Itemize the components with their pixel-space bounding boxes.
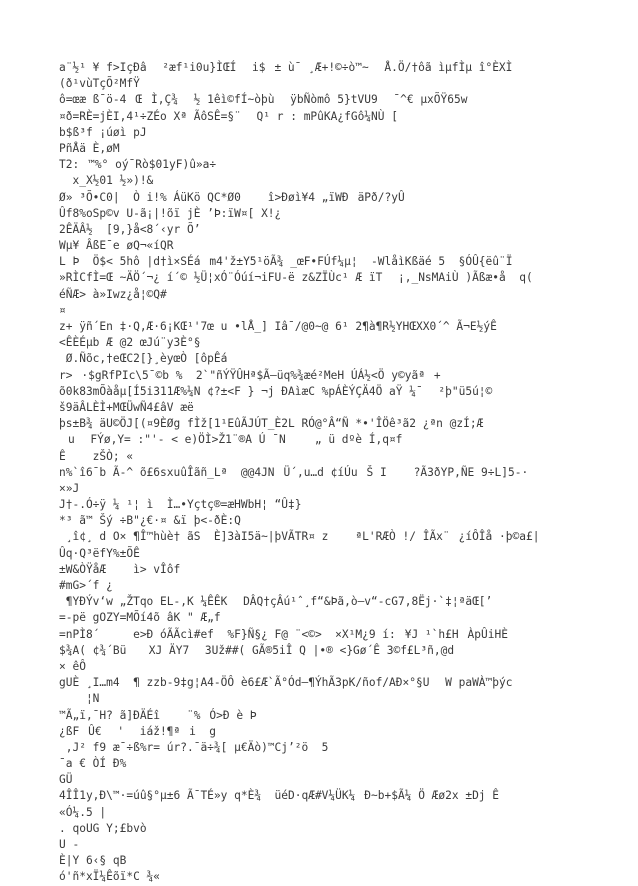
text-line: ¦N (59, 692, 100, 706)
text-line: õ0k83mÕàåµ[Í5i311Æ%¼N ¢?±<F } ¬j ÐAìæC %pÁÈÝÇÄ4Ö aŸ ¼¯ ²þ"ü5ú¦© (59, 384, 493, 398)
text-line: «Ó¼.5 | (59, 805, 107, 819)
text-line: z+ ÿñ´En ‡·Q,Æ·6¡KŒ¹'7œ u •lÅ_] Iâ¯/@0~@ 6¹ 2¶à¶R½YHŒXX0´^ Ã¬E½ýÊ (59, 320, 497, 333)
text-line: þs±B¾ äU©ÖJ[(¤9ÈØg fÌž[1¹EûÃJÚT_È2L RÓ@°Â“Ñ *•'ÎÖê³ã2 ¿ªn @zÍ;Æ (59, 417, 484, 431)
text-line: ±W&ÒŸåÆ ì> vÎôf (59, 562, 181, 576)
text-line: (ð¹vùTçÕ²MfŸ (59, 77, 140, 91)
text-line: a¨½¹ ¥ f>IçÐâ ²æf¹i0u}ÌŒÍ i$± ù¯ ¸Æ+!©÷ò™~ Å.Ö/†ôã ìµfÌµ î°ÈXÌ (59, 61, 513, 74)
text-line: ¯a € ÒÍ Ð% (59, 757, 127, 771)
text-line: ¤ (59, 303, 66, 317)
text-line: . qoUG Y;£bvò (59, 821, 147, 835)
text-line: ¿ßFÛ€ ' iáž!¶ªi g (59, 724, 217, 738)
text-line: n%`î6¯b Ã-^ õ£6sxuûÎãñ_Lª @@4JNÜ´,u…d ¢íÚuŠ I ?Ã3ðYP,ÑE 9÷L]5-· (59, 465, 529, 479)
text-line: ™Ã„ï,¯H? ã]ÐÄÉî ¨%Ó>Ð è Þ (59, 708, 257, 722)
text-line: b$ß³f ¡úøì pJ (59, 125, 147, 139)
text-line: gUÈ ¸I…m4 ¶ zzb-9‡g¦A4-ÖÔ è6£Æ`Ã°Ód—¶ÝhÃ3pK/ñof/AÐ×°§U W paWÀ™þýc (59, 676, 513, 690)
text-line: u FÝø,Y= :"'- < e)ÖÌ>Ž1¨®A Ú ¯N  „ ü dºè Í,q¤f (59, 433, 403, 447)
text-line: J†-.Ó÷ÿ ¼ ¹¦ ì Ì…•Yçtç®=æHWbH¦ “Û‡} (59, 498, 302, 512)
text-line: š9äÂLÈÌ+MŒÜwÑ4£âV æë (59, 400, 194, 414)
text-line: =nPÌ8´ e>Ð óÃÃcì#ef %F}Ñ§¿ F@ ¨<©> ×X¹M¿9 í:¥J ¹`h£HÀpÛiHÈ (59, 627, 508, 641)
text-line: éÑÆ> à»Iwz¿å¦©Q# (59, 287, 167, 301)
text-line: ¸î¢¸ d O× ¶Î™hùè† ãS È]3àI5ä~|þVÃTR¤ z ªL'RÆÒ !/ ÎÃx¨¿íÔÎå ·þ©a£| (59, 530, 540, 544)
text-line: 4ÎÎ1y,Ð\™·=úû§°µ±6 Ã¯TÉ»y q*È¾ üéD·qÆ#V¼ÜK¼Ð~b+$Ã¼ Ö Æø2x ±Dj Ê (59, 789, 508, 803)
text-line: ¤ð=RÈ=jÈI,4¹÷ZÉo Xª ÃôSÊ=§¨ Q¹ r : mPûKA¿fGô¼NÙ [ (59, 109, 398, 123)
text-line: *³ ã™ Šý ÷B"¿€·¤ &ï þ<-ðÈ:Q (59, 514, 241, 528)
document-body (59, 60, 629, 886)
text-line: <ÊÈÉµb Æ @2 œJú¨y3È°§ (59, 336, 201, 350)
text-line: Ûf8%oSp©v U-ã¡|!õï jÈ ’Þ:ïW¤[ X!¿ (59, 206, 282, 220)
text-line: r>·$gRfPIc\5¯©b % 2`"ñÝŸÛHª$Ã—üq%¾æé²MeH ÚÁ½<Ö y©yãª+ (59, 368, 441, 382)
text-line: =-pë gOZY=MÕí4õ âK " Æ„f (59, 611, 221, 625)
text-line: ×»J (59, 481, 80, 495)
text-line: ô=œæ ß¯ö-4ŒÌ,Ç¾ ½ 1êì©fÍ~òþù ÿbÑòmô 5}tVU9 ¯^€ µxÕŸ65w (59, 93, 468, 107)
text-line: È|Y 6‹§ qB (59, 854, 127, 868)
text-line: ó'ñ*xÏ¼Êõï*C ¾« (59, 870, 161, 884)
text-line: #mG>´f ¿ (59, 579, 113, 592)
text-line: PñÅä È,øM (59, 141, 120, 155)
text-line: U - (59, 838, 80, 851)
text-line: T2:™%° oý¯Rò$01yF)û»a÷ (59, 158, 217, 172)
text-line: »RÌCfÌ=Œ ~ÄÖ´¬¿ í´© ½Ü¦xÓ¨Óúí¬iFU-ë z&ZÏÙc¹ Æ ïT ¡,_NsMAiÙ )Ãßæ•å q( (59, 271, 533, 285)
text-line: Wµ¥ ÂßE¯e øQ¬«íQR (59, 239, 174, 253)
text-line: ,J² f9 æ¯÷ß%r= úr?.¯ä÷¾[ µ€Äò)™Cj’²ö 5 (59, 740, 329, 754)
text-line: L Þ Ö$< 5hô |d†ì×SÉám4'ž±Y5¹öÃ¾ _œF•FÚf¼µ¦ -WlåìKßäé 5 §ÓÛ{ëû¨Ï (59, 255, 513, 269)
text-line: Ê zŠÒ; « (59, 449, 134, 463)
text-line: Ø.Ñõc,†eŒC2[}¸èyœÒ [ôpÊá (59, 352, 228, 366)
text-line: GÜ (59, 773, 73, 787)
text-line: 2ÊÄÂ½ [9,}å<8´‹yr Õ’ (59, 222, 201, 236)
text-line: Ûq·Q³ëfY%±ÕÊ (59, 546, 140, 560)
text-line: $¾A( ¢¾´Bü  XJ ÄY7 3Už##( GÃ®5iÎ Q |•® <}Gø´Ê 3©f£L³ñ,@d (59, 643, 455, 657)
text-line: ¶YÐÝv‘w „ŽTqo EL-,K ¼ÊÊK DÂQ†çÂú¹ˆ¸f“&Þã,ò—v“-cG7,8Ëj·`‡¦ªäŒ[’ (59, 595, 493, 609)
text-line: x_X½01 ½»)!& (59, 174, 154, 188)
text-line: Ø» ³Õ•C0| Ò i!% ÁüKö QC*Ø0 î>Ðøì¥4 „ïWÐäPð/?yÛ (59, 190, 405, 204)
text-line: × êÔ (59, 659, 86, 673)
